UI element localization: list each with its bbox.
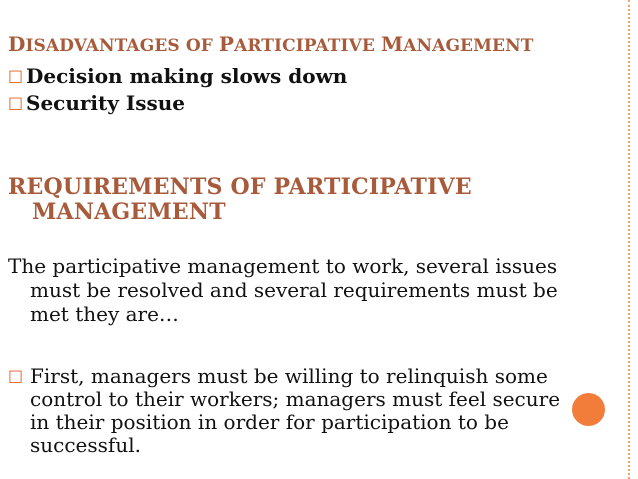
requirement-line: First, managers must be willing to relinquish some [30,364,548,388]
disadvantage-label: Security Issue [26,91,185,115]
requirement-item [8,364,628,457]
paragraph-line: met they are… [30,302,179,326]
requirement-line: successful. [30,433,141,457]
checkbox-bullet-icon: □ [8,66,24,85]
requirement-line: control to their workers; managers must feel secure [30,387,561,411]
checkbox-bullet-icon: □ [8,366,24,385]
heading-word: ISADVANTAGES [25,36,180,56]
heading-cap: P [218,32,235,56]
disadvantage-label: Decision making slows down [26,64,348,88]
paragraph-line: The participative management to work, several issues [8,254,558,278]
paragraph-line: must be resolved and several requirements must be [30,278,558,302]
requirement-first-line [8,364,628,388]
requirements-intro-paragraph [8,254,628,326]
requirements-heading-line2: MANAGEMENT [32,199,226,225]
heading-word: ANAGEMENT [403,36,534,56]
heading-cap: D [8,32,26,56]
heading-word: ARTICIPATIVE [234,36,375,56]
requirement-line: in their position in order for participation to be [30,410,509,434]
heading-word: OF [185,36,213,56]
requirements-heading [8,175,608,225]
disadvantages-heading [8,32,618,58]
disadvantage-item [8,63,618,89]
heading-cap: M [380,32,404,56]
checkbox-bullet-icon: □ [8,93,24,112]
disadvantage-item [8,90,618,116]
requirements-heading-line1: REQUIREMENTS OF PARTICIPATIVE [8,174,472,200]
right-dotted-rule [628,0,630,479]
